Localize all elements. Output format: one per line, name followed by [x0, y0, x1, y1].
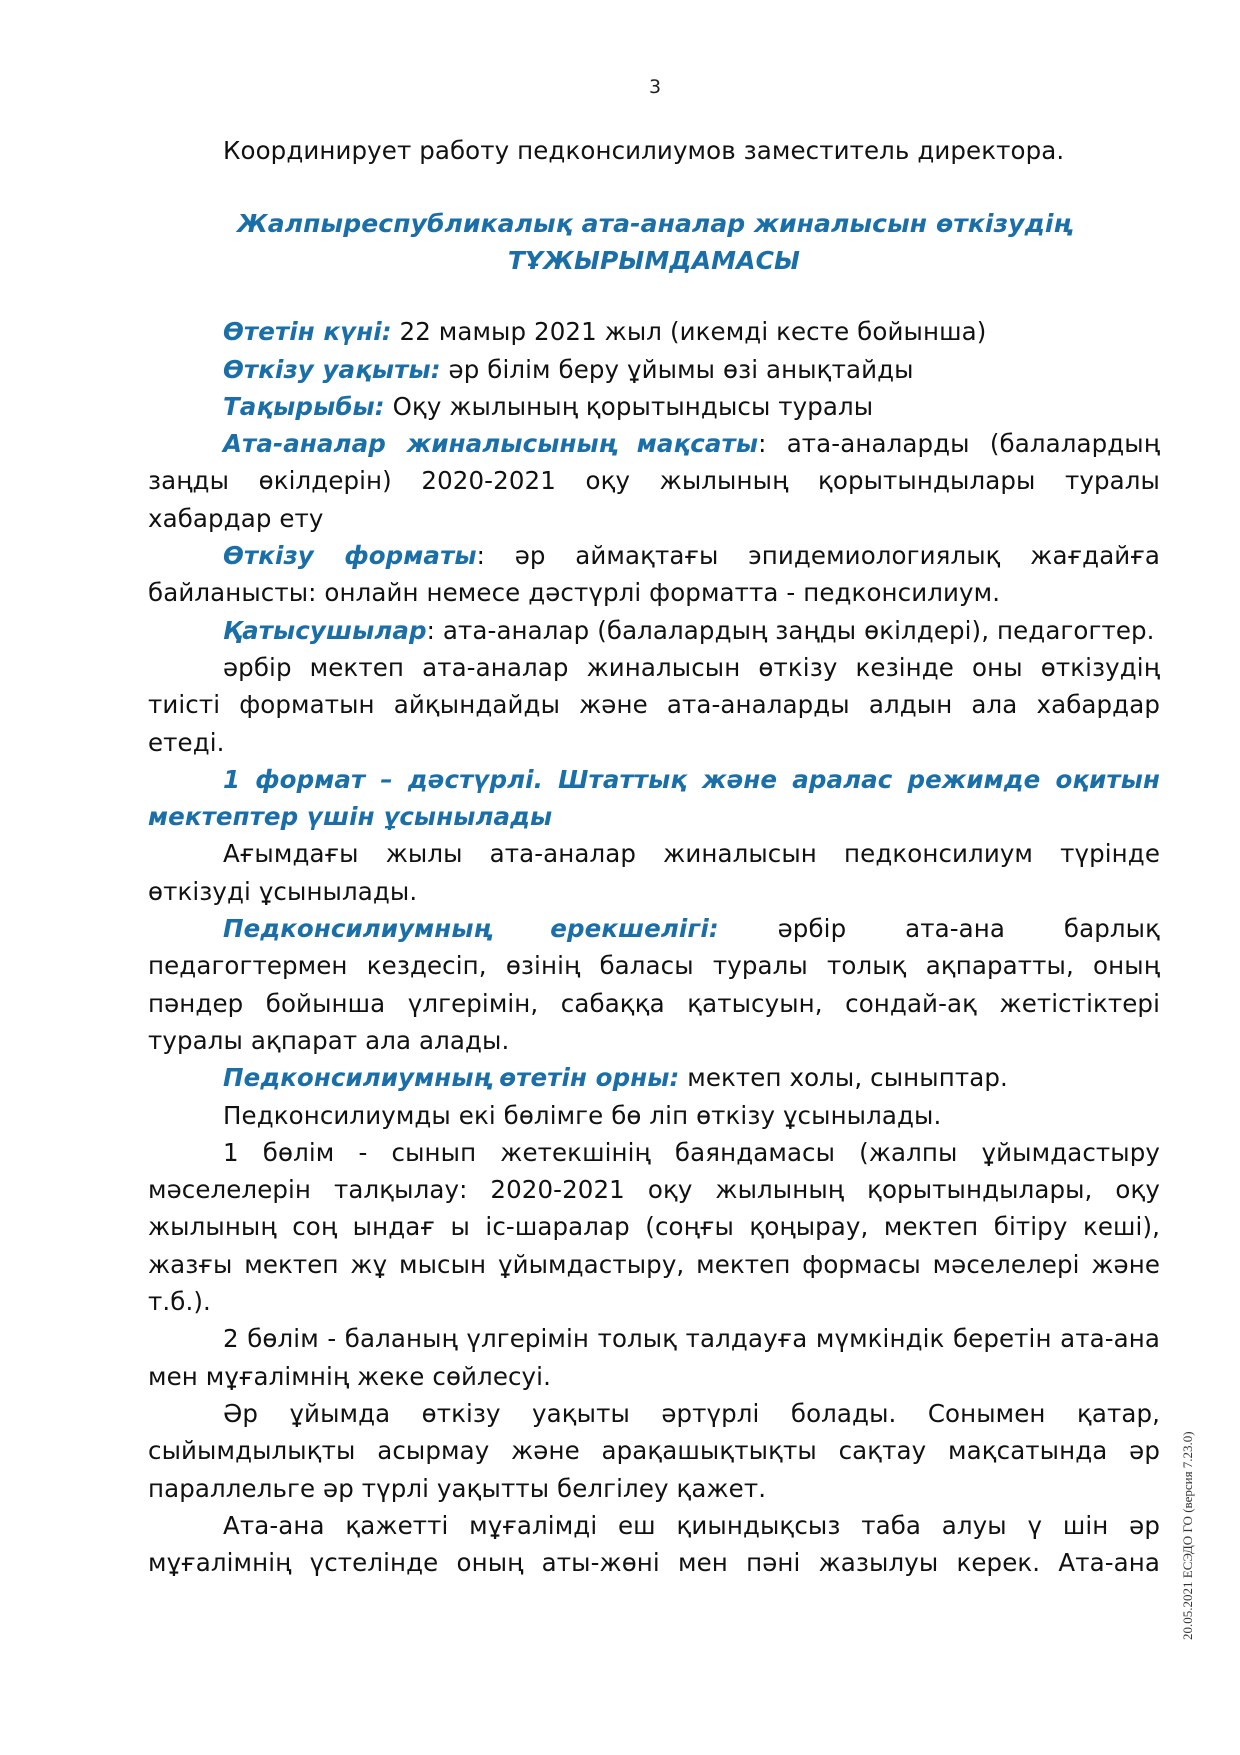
- venue-value: мектеп холы, сыныптар.: [679, 1063, 1008, 1093]
- paragraph-each-school: әрбір мектеп ата-аналар жиналысын өткізу кезінде оны өткізудің тиісті форматын айқындайды және ата-аналарды алдын ала хабардар етеді.: [148, 652, 1160, 757]
- field-label: Өтетін күні:: [223, 317, 392, 347]
- field-label: Өткізу форматы: [223, 541, 477, 571]
- title-line-1: Жалпыреспубликалық ата-аналар жиналысын өткізудің: [237, 209, 1071, 239]
- document-body: [148, 132, 1160, 1581]
- feature-value: әрбір ата-ана барлық педагогтермен кездесіп, өзінің баласы туралы толық ақпаратты, оның пәндер бойынша үлгерімін, сабаққа қатысуын, сондай-ақ жетістіктері туралы ақпарат ала алады.: [148, 914, 1160, 1055]
- field-format: [148, 537, 1160, 612]
- paragraph-part1: 1 бөлім - сынып жетекшінің баяндамасы (жалпы ұйымдастыру мәселелерін талқылау: 2020-2021 оқу жылының қорытындылары, оқу жылының соң ындағ ы іс-шаралар (соңғы қоңырау, мектеп бітіру кеші), жазғы мектеп жұ мысын ұйымдастыру, мектеп формасы мәселелері және т.б.).: [148, 1137, 1160, 1317]
- field-label: Тақырыбы:: [223, 391, 385, 421]
- paragraph-venue: [148, 1059, 1160, 1096]
- page-number: 3: [648, 76, 662, 98]
- side-stamp: 20.05.2021 ЕСЭДО ГО (версия 7.23.0): [1180, 1431, 1195, 1640]
- field-time: [148, 351, 1160, 388]
- field-label: Қатысушылар: [223, 615, 427, 645]
- field-value: : әр аймақтағы эпидемиологиялық жағдайға байланысты: онлайн немесе дәстүрлі форматта - педконсилиум.: [148, 541, 1161, 608]
- field-goal: [148, 425, 1160, 537]
- field-value: әр білім беру ұйымы өзі анықтайды: [440, 354, 914, 384]
- field-label: Өткізу уақыты:: [223, 354, 441, 384]
- paragraph-teacher-line2: мұғалімнің үстелінде оның аты-жөні мен пәні жазылуы керек. Ата-ана: [148, 1548, 1160, 1578]
- paragraph-part2: 2 бөлім - баланың үлгерімін толық талдауға мүмкіндік беретін ата-ана мен мұғалімнің жеке сөйлесуі.: [148, 1324, 1160, 1391]
- venue-label: Педконсилиумның өтетін орны:: [223, 1063, 680, 1093]
- paragraph-time: Әр ұйымда өткізу уақыты әртүрлі болады. Сонымен қатар, сыйымдылықты асырмау және арақашықтықты сақтау мақсатында әр параллельге әр түрлі уақытты белгілеу қажет.: [148, 1398, 1160, 1503]
- field-label: Ата-аналар жиналысының мақсаты: [223, 429, 759, 459]
- field-participants: [148, 612, 1160, 649]
- document-title: [148, 205, 1160, 279]
- field-value: : ата-аналар (балалардың заңды өкілдері), педагогтер.: [426, 615, 1155, 645]
- field-value: : ата-аналарды (балалардың заңды өкілдерін) 2020-2021 оқу жылының қорытындылары туралы хабардар ету: [148, 429, 1160, 533]
- field-topic: [148, 388, 1160, 425]
- paragraph-current-year: Ағымдағы жылы ата-аналар жиналысын педконсилиум түрінде өткізуді ұсынылады.: [148, 839, 1160, 906]
- field-date: [148, 313, 1160, 350]
- format1-heading: 1 формат – дәстүрлі. Штаттық және аралас режимде оқитын мектептер үшін ұсынылады: [148, 764, 1160, 832]
- intro-paragraph: Координирует работу педконсилиумов заместитель директора.: [223, 136, 1065, 165]
- paragraph-teacher-line1: Ата-ана қажетті мұғалімді еш қиындықсыз таба алуы ү шін әр: [223, 1510, 1160, 1540]
- title-line-2: ТҰЖЫРЫМДАМАСЫ: [507, 246, 801, 276]
- paragraph-two-parts: Педконсилиумды екі бөлімге бө ліп өткізу ұсынылады.: [223, 1100, 942, 1130]
- paragraph-feature: [148, 910, 1160, 1059]
- field-value: Оқу жылының қорытындысы туралы: [384, 391, 874, 421]
- field-value: 22 мамыр 2021 жыл (икемді кесте бойынша): [391, 317, 987, 347]
- feature-label: Педконсилиумның ерекшелігі:: [223, 914, 719, 944]
